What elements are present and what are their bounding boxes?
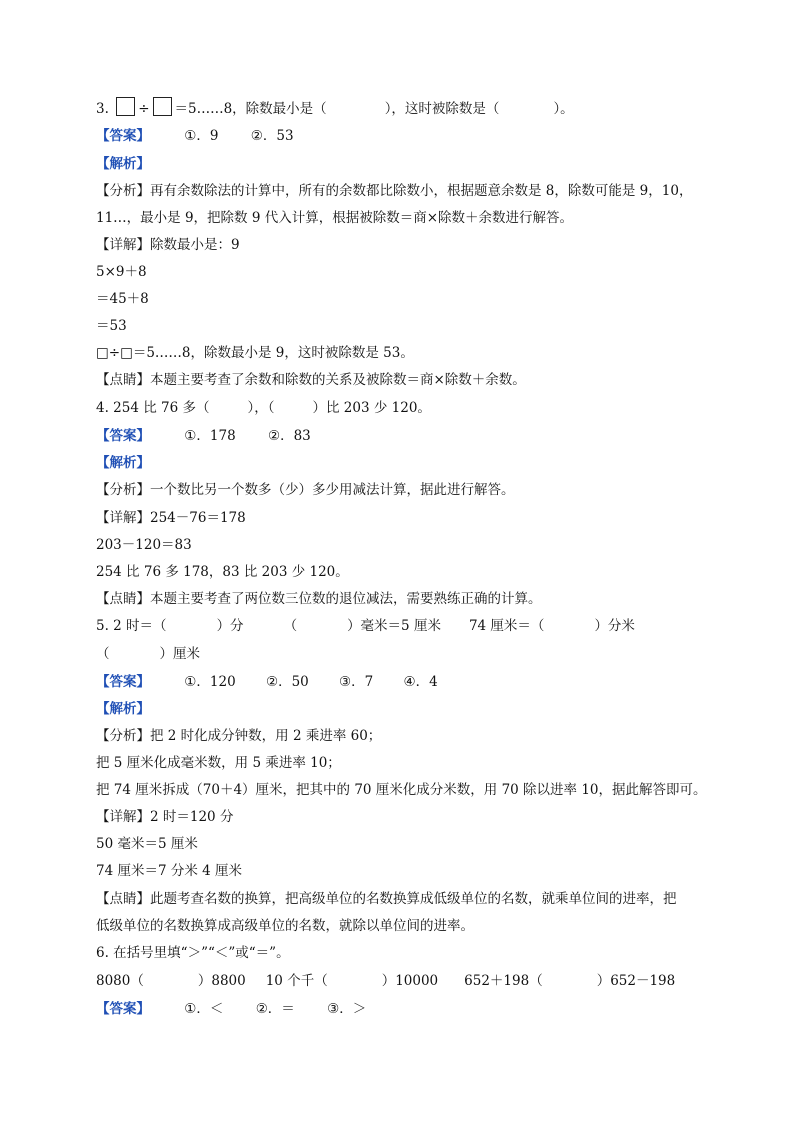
q4-calc-1: 203－120＝83 <box>96 537 192 553</box>
q5-fenxi-2: 把 5 厘米化成毫米数，用 5 乘进率 10； <box>96 755 341 771</box>
xiangjie-tag: 【详解】 <box>96 809 150 825</box>
q3-calc-2: ＝45＋8 <box>96 291 149 307</box>
q5-fenxi-1 <box>96 726 381 746</box>
q5-question <box>96 616 635 636</box>
q3-answer <box>96 126 294 146</box>
answer-tag: 【答案】 <box>96 1001 150 1017</box>
q3-calc-1: 5×9＋8 <box>96 264 147 280</box>
q5-jiexi <box>96 699 150 719</box>
jiexi-tag: 【解析】 <box>96 156 150 172</box>
q6-item2-b: ）10000 <box>381 973 439 989</box>
xiangjie-text: 254－76＝178 <box>150 510 246 526</box>
q6-question: 6. 在括号里填“＞”“＜”或“＝”。 <box>96 945 290 961</box>
fenxi-tag: 【分析】 <box>96 183 150 199</box>
q5-xiangjie <box>96 807 233 827</box>
q6-item2-a: 10 个千（ <box>265 973 328 989</box>
answer-2: ②．83 <box>267 428 311 444</box>
q4-question <box>96 398 431 418</box>
fenxi-tag: 【分析】 <box>96 482 150 498</box>
q4-jiexi <box>96 453 150 473</box>
q5-question-cont <box>96 644 200 664</box>
answer-1: ①．9 <box>184 128 219 144</box>
xiangjie-tag: 【详解】 <box>96 510 150 526</box>
q5-dianjing-1 <box>96 889 677 909</box>
fenxi-text: 再有余数除法的计算中，所有的余数都比除数小，根据题意余数是 8，除数可能是 9，10， <box>150 183 693 199</box>
fenxi-text: 一个数比另一个数多（少）多少用减法计算，据此进行解答。 <box>150 482 515 498</box>
q3-calc-3: ＝53 <box>96 318 127 334</box>
q5-calc-2: 74 厘米＝7 分米 4 厘米 <box>96 863 243 879</box>
q5-answer <box>96 672 438 692</box>
q3-text-b: ），这时被除数是（ <box>384 101 500 117</box>
q5-calc-1: 50 毫米＝5 厘米 <box>96 836 198 852</box>
jiexi-tag: 【解析】 <box>96 701 150 717</box>
q6-item3-b: ）652－198 <box>596 973 676 989</box>
answer-4: ④．4 <box>403 674 438 690</box>
q4-text-a: 4. 254 比 76 多（ <box>96 400 210 416</box>
dianjing-tag: 【点睛】 <box>96 372 150 388</box>
blank-box <box>153 97 172 116</box>
q3-jiexi <box>96 154 150 174</box>
q6-item1-b: ）8800 <box>197 973 246 989</box>
blank-box <box>116 97 135 116</box>
q4-xiangjie <box>96 508 246 528</box>
q3-number: 3. <box>96 101 109 117</box>
q5-text-c: （ <box>283 618 298 634</box>
q6-item1-a: 8080（ <box>96 973 144 989</box>
q5-text-a: 5. 2 时＝（ <box>96 618 167 634</box>
answer-tag: 【答案】 <box>96 428 150 444</box>
answer-2: ②．50 <box>265 674 309 690</box>
xiangjie-tag: 【详解】 <box>96 237 150 253</box>
q6-item3-a: 652＋198（ <box>464 973 543 989</box>
xiangjie-text: 2 时＝120 分 <box>150 809 234 825</box>
answer-3: ③．7 <box>339 674 374 690</box>
answer-3: ③．＞ <box>327 1001 367 1017</box>
dianjing-tag: 【点睛】 <box>96 891 150 907</box>
q5-text-f: ）分米 <box>594 618 635 634</box>
q4-text-b: ），（ <box>247 400 275 416</box>
q4-calc-2: 254 比 76 多 178，83 比 203 少 120。 <box>96 564 349 580</box>
q3-calc-4: □÷□＝5……8，除数最小是 9，这时被除数是 53。 <box>96 345 414 361</box>
q4-answer <box>96 426 311 446</box>
q5-dianjing-2: 低级单位的名数换算成高级单位的名数，就除以单位间的进率。 <box>96 918 474 934</box>
q5-text-h: ）厘米 <box>159 646 200 662</box>
answer-2: ②．53 <box>250 128 294 144</box>
q5-text-e: 74 厘米＝（ <box>468 618 545 634</box>
fenxi-text: 11…，最小是 9，把除数 9 代入计算，根据被除数＝商×除数＋余数进行解答。 <box>96 210 574 226</box>
answer-tag: 【答案】 <box>96 128 150 144</box>
q6-items <box>96 971 675 991</box>
q4-fenxi <box>96 480 515 500</box>
dianjing-text: 此题考查名数的换算，把高级单位的名数换算成低级单位的名数，就乘单位间的进率，把 <box>150 891 677 907</box>
q3-dianjing <box>96 370 526 390</box>
answer-1: ①．178 <box>184 428 236 444</box>
q6-answer <box>96 999 366 1019</box>
fenxi-text: 把 2 时化成分钟数，用 2 乘进率 60； <box>150 728 382 744</box>
answer-1: ①．120 <box>184 674 236 690</box>
jiexi-tag: 【解析】 <box>96 455 150 471</box>
fenxi-tag: 【分析】 <box>96 728 150 744</box>
dianjing-text: 本题主要考查了两位数三位数的退位减法，需要熟练正确的计算。 <box>150 591 542 607</box>
answer-1: ①．＜ <box>184 1001 224 1017</box>
q3-text-a: ＝5……8，除数最小是（ <box>174 101 327 117</box>
q4-dianjing <box>96 589 542 609</box>
dianjing-text: 本题主要考查了余数和除数的关系及被除数＝商×除数＋余数。 <box>150 372 526 388</box>
q4-text-c: ）比 203 少 120。 <box>312 400 431 416</box>
q3-fenxi-2 <box>96 208 573 228</box>
q5-text-d: ）毫米＝5 厘米 <box>347 618 441 634</box>
xiangjie-text: 除数最小是：9 <box>150 237 240 253</box>
q5-text-b: ）分 <box>216 618 244 634</box>
q3-text-c: ）。 <box>553 101 574 117</box>
q3-fenxi-1 <box>96 181 692 201</box>
answer-2: ②．＝ <box>255 1001 295 1017</box>
q3-question <box>96 97 574 119</box>
q5-fenxi-3: 把 74 厘米拆成（70＋4）厘米，把其中的 70 厘米化成分米数，用 70 除以进率 10，据此解答即可。 <box>96 782 707 798</box>
q3-xiangjie <box>96 235 240 255</box>
divide-sign: ÷ <box>138 101 150 117</box>
answer-tag: 【答案】 <box>96 674 150 690</box>
q5-text-g: （ <box>96 646 110 662</box>
dianjing-tag: 【点睛】 <box>96 591 150 607</box>
